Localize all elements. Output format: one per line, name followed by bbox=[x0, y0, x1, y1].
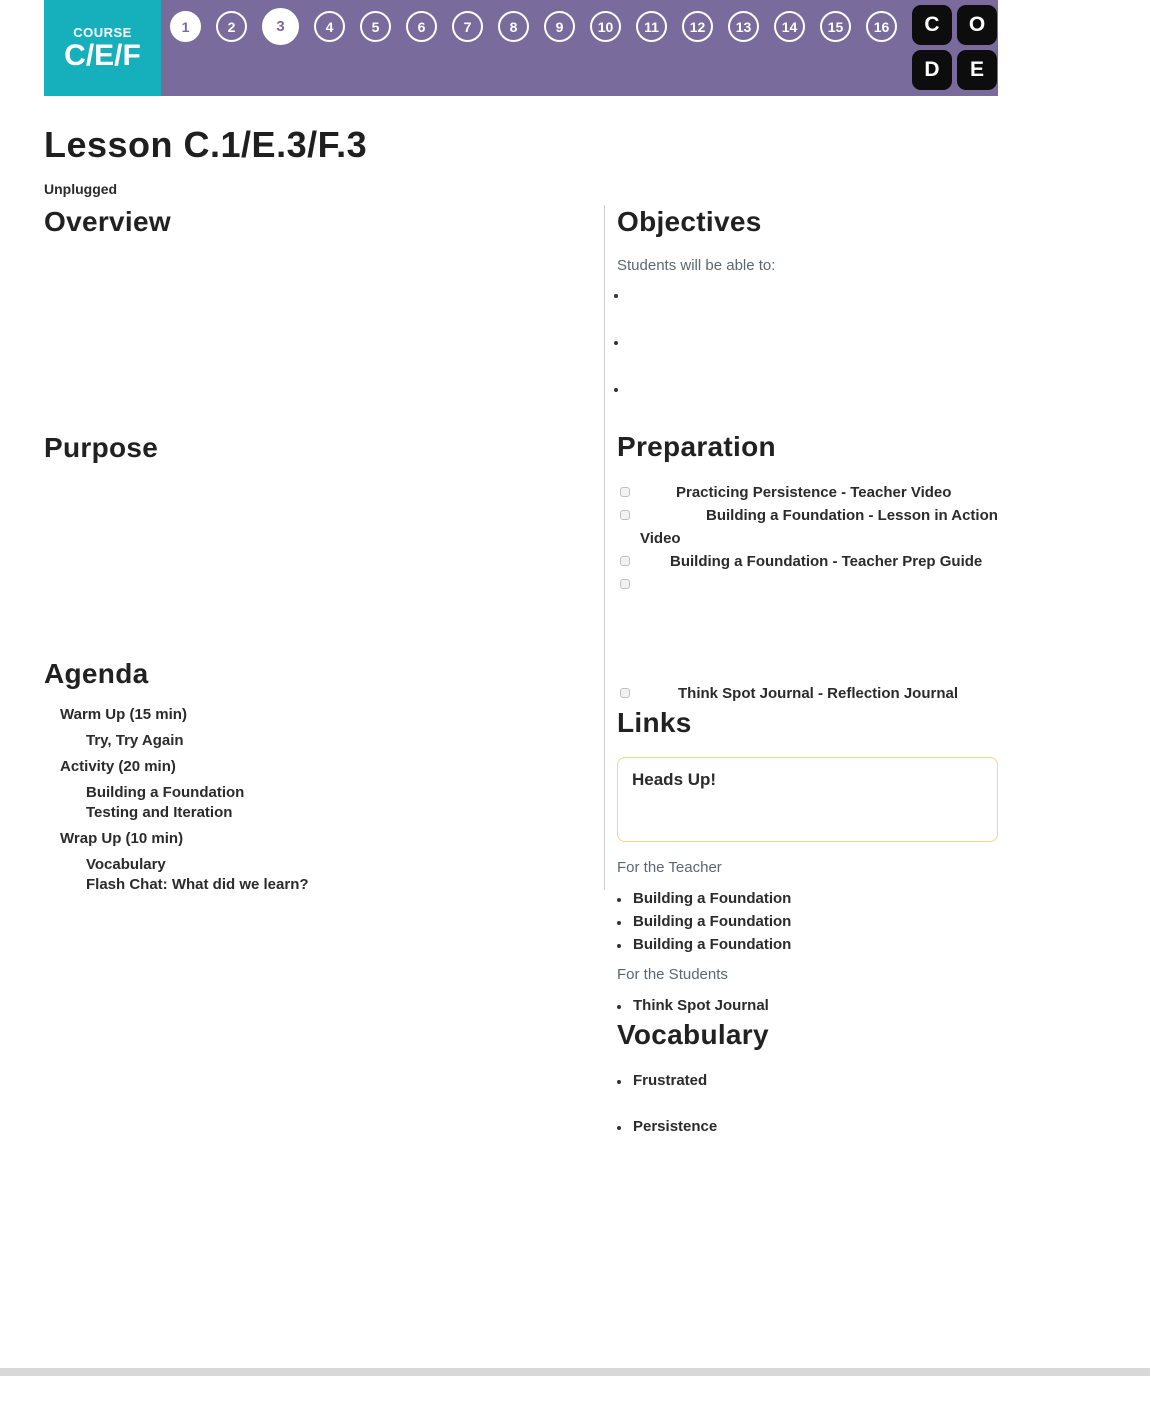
objective-item bbox=[629, 288, 998, 304]
prep-checkbox[interactable] bbox=[620, 688, 630, 698]
prep-item-link[interactable]: Practicing Persistence - Teacher Video bbox=[676, 484, 952, 501]
lesson-circle-5[interactable]: 5 bbox=[360, 11, 391, 42]
prep-item bbox=[617, 573, 998, 589]
course-badge-name: C/E/F bbox=[64, 38, 141, 72]
agenda-group-warm-up bbox=[44, 705, 589, 751]
agenda-item: Wrap Up (10 min) bbox=[60, 830, 184, 847]
course-badge-label: COURSE bbox=[73, 24, 132, 40]
lesson-circle-2[interactable]: 2 bbox=[216, 11, 247, 42]
code-logo-tile-c: C bbox=[912, 5, 952, 45]
teacher-link[interactable]: • Building a Foundation bbox=[631, 887, 998, 910]
course-badge[interactable] bbox=[44, 0, 161, 96]
teacher-link[interactable]: • Building a Foundation bbox=[631, 933, 998, 956]
vocabulary-term: • Frustrated bbox=[631, 1069, 998, 1092]
objectives-heading: Objectives bbox=[617, 206, 762, 237]
agenda-list bbox=[44, 705, 589, 895]
agenda-subitem: Try, Try Again bbox=[86, 732, 184, 749]
lesson-circle-6[interactable]: 6 bbox=[406, 11, 437, 42]
preparation-heading: Preparation bbox=[617, 431, 776, 462]
prep-item bbox=[617, 504, 998, 550]
agenda-subitem: Testing and Iteration bbox=[86, 804, 233, 821]
lesson-circle-1[interactable]: 1 bbox=[170, 11, 201, 42]
column-divider bbox=[604, 205, 605, 890]
vocabulary-term: • Persistence bbox=[631, 1115, 998, 1138]
purpose-heading: Purpose bbox=[44, 432, 159, 463]
agenda-subitem: Flash Chat: What did we learn? bbox=[86, 876, 309, 893]
prep-item bbox=[617, 481, 998, 504]
lesson-circle-11[interactable]: 11 bbox=[636, 11, 667, 42]
prep-checkbox[interactable] bbox=[620, 487, 630, 497]
lesson-type-label: Unplugged bbox=[44, 181, 118, 197]
prep-item bbox=[617, 550, 998, 573]
lesson-circle-4[interactable]: 4 bbox=[314, 11, 345, 42]
for-students-label: For the Students bbox=[617, 966, 728, 983]
right-column bbox=[617, 204, 998, 1138]
bottom-divider-band bbox=[0, 1368, 1150, 1376]
lesson-circle-16[interactable]: 16 bbox=[866, 11, 897, 42]
agenda-group-activity bbox=[44, 757, 589, 823]
prep-item-link[interactable]: Think Spot Journal - Reflection Journal bbox=[678, 685, 959, 702]
lesson-circle-14[interactable]: 14 bbox=[774, 11, 805, 42]
code-logo-tile-o: O bbox=[957, 5, 997, 45]
prep-item-link bbox=[640, 573, 998, 589]
heads-up-title: Heads Up! bbox=[632, 770, 717, 789]
lesson-nav bbox=[161, 0, 912, 96]
teacher-link[interactable]: • Building a Foundation bbox=[631, 910, 998, 933]
prep-checkbox[interactable] bbox=[620, 510, 630, 520]
student-link[interactable]: • Think Spot Journal bbox=[631, 994, 998, 1017]
agenda-group-wrap-up bbox=[44, 829, 589, 895]
prep-checkbox[interactable] bbox=[620, 579, 630, 589]
prep-item-link[interactable]: Building a Foundation - Lesson in Action Video bbox=[640, 507, 998, 547]
prep-item bbox=[617, 682, 998, 705]
left-column bbox=[44, 204, 589, 895]
vocabulary-heading: Vocabulary bbox=[617, 1019, 769, 1050]
links-heading: Links bbox=[617, 707, 692, 738]
lesson-circle-15[interactable]: 15 bbox=[820, 11, 851, 42]
objectives-intro: Students will be able to: bbox=[617, 257, 776, 274]
vocabulary-list bbox=[617, 1069, 998, 1138]
heads-up-callout bbox=[617, 757, 998, 842]
teacher-links-list bbox=[617, 887, 998, 956]
prep-checkbox[interactable] bbox=[620, 556, 630, 566]
lesson-circle-7[interactable]: 7 bbox=[452, 11, 483, 42]
page-title: Lesson C.1/E.3/F.3 bbox=[44, 124, 368, 165]
prep-item-link[interactable]: Building a Foundation - Teacher Prep Guide bbox=[670, 553, 983, 570]
preparation-checklist bbox=[617, 481, 998, 705]
lesson-circle-8[interactable]: 8 bbox=[498, 11, 529, 42]
agenda-subitem: Building a Foundation bbox=[86, 784, 245, 801]
objectives-list bbox=[617, 288, 998, 398]
code-logo-tile-e: E bbox=[957, 50, 997, 90]
overview-heading: Overview bbox=[44, 206, 171, 237]
course-header bbox=[44, 0, 998, 96]
agenda-item: Warm Up (15 min) bbox=[60, 706, 187, 723]
code-org-logo[interactable] bbox=[912, 0, 998, 96]
code-logo-tile-d: D bbox=[912, 50, 952, 90]
for-teacher-label: For the Teacher bbox=[617, 859, 722, 876]
lesson-circle-13[interactable]: 13 bbox=[728, 11, 759, 42]
lesson-circle-3-active[interactable]: 3 bbox=[262, 8, 299, 45]
agenda-item: Activity (20 min) bbox=[60, 758, 176, 775]
lesson-circle-12[interactable]: 12 bbox=[682, 11, 713, 42]
student-links-list bbox=[617, 994, 998, 1017]
lesson-circle-10[interactable]: 10 bbox=[590, 11, 621, 42]
objective-item bbox=[629, 382, 998, 398]
lesson-circle-9[interactable]: 9 bbox=[544, 11, 575, 42]
agenda-heading: Agenda bbox=[44, 658, 149, 689]
agenda-subitem: Vocabulary bbox=[86, 856, 166, 873]
objective-item bbox=[629, 335, 998, 351]
